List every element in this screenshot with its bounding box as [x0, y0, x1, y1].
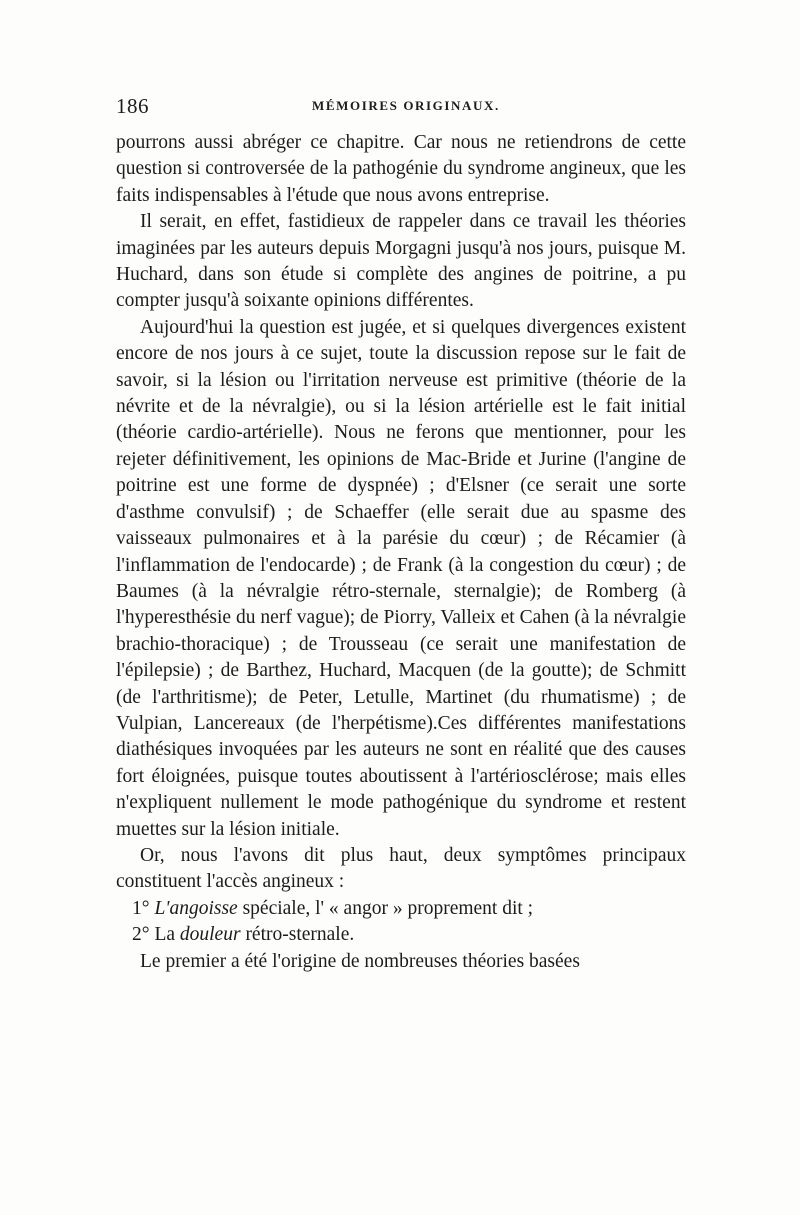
paragraph-le-premier: Le premier a été l'origine de nombreuses théories basées [140, 950, 580, 972]
item-prefix: La [154, 924, 180, 946]
item-number: 2° [132, 924, 150, 946]
list-item-angoisse [116, 896, 686, 922]
paragraph-theories: Il serait, en effet, fastidieux de rappeler dans ce travail les théories imaginées par les auteurs depuis Morgagni jusqu'à nos jours, puisque M. Huchard, dans son étude si complète des angines de poitrine, a pu compter jusqu'à soixante opinions différentes. [116, 211, 686, 312]
item-text: rétro-sternale. [240, 924, 355, 946]
paragraph-question-jugee: Aujourd'hui la question est jugée, et si quelques divergences existent encore de nos jours à ce sujet, toute la discussion repose sur le fait de savoir, si la lésion ou l'irritation nerveuse est primitive (théorie de la névrite et de la névralgie), ou si la lésion artérielle est le fait initial (théorie cardio-artérielle). Nous ne ferons que mentionner, pour les rejeter définitivement, les opinions de Mac-Bride et Jurine (l'angine de poitrine est une forme de dyspnée) ; d'Elsner (ce serait une sorte d'asthme convulsif) ; de Schaeffer (elle serait due au spasme des vaisseaux pulmonaires et à la parésie du cœur) ; de Récamier (à l'inflammation de l'endocarde) ; de Frank (à la congestion du cœur) ; de Baumes (à la névralgie rétro-sternale, sternalgie); de Romberg (à l'hyperesthésie du nerf vague); de Piorry, Valleix et Cahen (à la névralgie brachio-thoracique) ; de Trousseau (ce serait une manifestation de l'épilepsie) ; de Barthez, Huchard, Macquen (de la goutte); de Schmitt (de l'arthritisme); de Peter, Letulle, Martinet (du rhumatisme) ; de Vulpian, Lancereaux (de l'herpétisme).Ces différentes manifestations diathésiques invoquées par les auteurs ne sont en réalité que des causes fort éloignées, puisque toutes aboutissent à l'artériosclérose; mais elles n'expliquent nullement le mode pathogénique du syndrome et restent muettes sur la lésion initiale. [116, 316, 686, 840]
body-text [116, 130, 686, 975]
paragraph-deux-symptomes: Or, nous l'avons dit plus haut, deux symptômes principaux constituent l'accès angineux : [116, 844, 686, 893]
item-number: 1° [132, 897, 150, 919]
running-head [116, 94, 686, 120]
item-term: L'angoisse [154, 897, 238, 919]
paragraph-continuation: pourrons aussi abréger ce chapitre. Car nous ne retiendrons de cette question si controversée de la pathogénie du syndrome angineux, que les faits indispensables à l'étude que nous avons entreprise. [116, 132, 686, 206]
running-title: MÉMOIRES ORIGINAUX. [312, 98, 500, 113]
item-text: spéciale, l' « angor » proprement dit ; [237, 897, 534, 919]
item-term: douleur [179, 924, 241, 946]
list-item-douleur [116, 922, 686, 948]
page-number: 186 [116, 94, 149, 118]
